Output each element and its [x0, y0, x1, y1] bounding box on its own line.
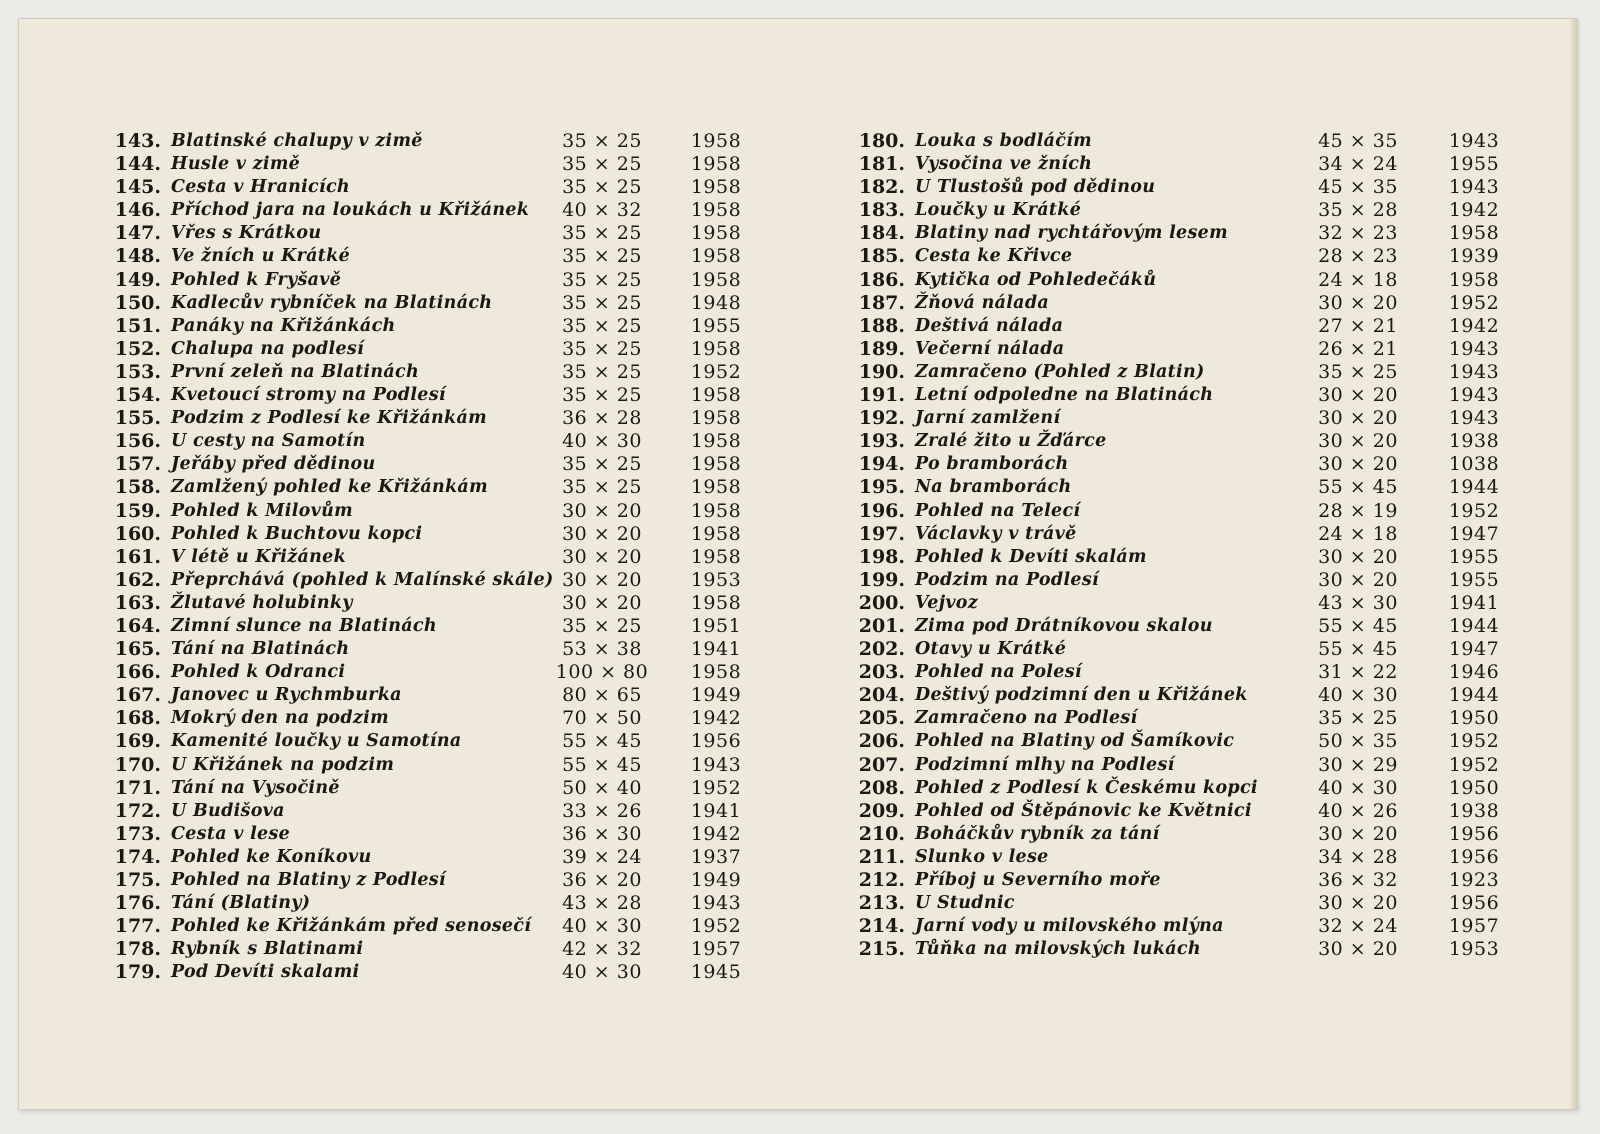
- entry-title: Boháčkův rybník za tání: [915, 823, 1160, 844]
- entry-number: 191.: [858, 384, 905, 407]
- entry-title: Janovec u Rychmburka: [171, 685, 402, 706]
- entry-number: 167.: [114, 684, 161, 707]
- entry-year: 1955: [1448, 545, 1500, 568]
- entry-year: 1949: [690, 684, 742, 707]
- entry-dimensions: 35 × 25: [562, 222, 642, 245]
- entry-year: 1958: [690, 545, 742, 568]
- entry-year: 1957: [1448, 915, 1500, 938]
- entry-year: 1956: [690, 730, 742, 753]
- entry-title: Na bramborách: [915, 477, 1072, 498]
- entry-dimensions: 35 × 28: [1318, 199, 1398, 222]
- entry-year: 1950: [1448, 776, 1500, 799]
- entry-dimensions: 28 × 19: [1318, 499, 1398, 522]
- entry-year: 1943: [1448, 337, 1500, 360]
- entry-dimensions: 30 × 20: [1318, 568, 1398, 591]
- entry-year: 1942: [1448, 314, 1500, 337]
- entry-dimensions: 30 × 29: [1318, 753, 1398, 776]
- entry-title: Podzim z Podlesí ke Křižánkám: [171, 408, 487, 429]
- entry-dimensions: 30 × 20: [562, 545, 642, 568]
- entry-dimensions: 39 × 24: [562, 845, 642, 868]
- entry-dimensions: 55 × 45: [562, 753, 642, 776]
- entry-number: 144.: [114, 153, 161, 176]
- entry-year: 1958: [1448, 268, 1500, 291]
- entry-title: Blatinské chalupy v zimě: [171, 131, 423, 151]
- entry-title: Zamlžený pohled ke Křižánkám: [171, 477, 488, 498]
- entry-title: Cesta v lese: [171, 823, 291, 844]
- entry-number: 207.: [858, 753, 905, 776]
- entry-dimensions: 30 × 20: [562, 499, 642, 522]
- entry-number: 156.: [114, 430, 161, 453]
- entry-number: 168.: [114, 707, 161, 730]
- entry-dimensions: 35 × 25: [562, 384, 642, 407]
- entry-title: Pohled z Podlesí k Českému kopci: [915, 777, 1258, 798]
- entry-dimensions: 34 × 24: [1318, 153, 1398, 176]
- entry-dimensions: 35 × 25: [562, 337, 642, 360]
- entry-year: 1943: [1448, 384, 1500, 407]
- entry-title: Kytička od Pohledečáků: [915, 269, 1157, 290]
- entry-dimensions: 30 × 20: [1318, 822, 1398, 845]
- entry-title: Louka s bodláčím: [915, 131, 1092, 151]
- entry-number: 189.: [858, 337, 905, 360]
- entry-dimensions: 35 × 25: [1318, 360, 1398, 383]
- entry-number: 148.: [114, 245, 161, 268]
- entry-year: 1944: [1448, 476, 1500, 499]
- entry-title: Zimní slunce na Blatinách: [171, 615, 437, 636]
- entry-dimensions: 42 × 32: [562, 938, 642, 961]
- entry-year: 1952: [690, 360, 742, 383]
- entry-title: U cesty na Samotín: [171, 431, 366, 452]
- entry-year: 1953: [690, 568, 742, 591]
- entry-title: Vejvoz: [915, 592, 979, 613]
- entry-year: 1958: [690, 407, 742, 430]
- entry-number: 166.: [114, 661, 161, 684]
- entry-title: Pohled na Polesí: [915, 662, 1082, 683]
- entry-dimensions: 35 × 25: [562, 476, 642, 499]
- entry-dimensions: 30 × 20: [562, 591, 642, 614]
- entry-title: Ve žních u Krátké: [171, 246, 351, 267]
- entry-year: 1958: [690, 199, 742, 222]
- entry-dimensions: 36 × 30: [562, 822, 642, 845]
- entry-title: U Studnic: [915, 893, 1015, 914]
- entry-number: 212.: [858, 869, 905, 891]
- entry-dimensions: 30 × 20: [1318, 453, 1398, 476]
- entry-title: Zralé žito u Žďárce: [915, 431, 1107, 452]
- entry-dimensions: 35 × 25: [1318, 707, 1398, 730]
- entry-number: 202.: [858, 638, 905, 661]
- catalog-page: [18, 18, 1578, 1110]
- entry-year: 1943: [1448, 360, 1500, 383]
- entry-title: Žlutavé holubinky: [171, 592, 353, 613]
- entry-title: Kadlecův rybníček na Blatinách: [171, 292, 493, 313]
- entry-dimensions: 100 × 80: [555, 661, 649, 684]
- entry-year: 1038: [1448, 453, 1500, 476]
- entry-dimensions: 55 × 45: [1318, 638, 1398, 661]
- entry-dimensions: 33 × 26: [562, 799, 642, 822]
- entry-year: 1958: [690, 176, 742, 199]
- entry-title: Slunko v lese: [915, 846, 1049, 867]
- entry-title: Jarní zamlžení: [915, 408, 1061, 429]
- entry-title: Tání (Blatiny): [171, 893, 311, 914]
- entry-year: 1958: [690, 222, 742, 245]
- entry-year: 1958: [690, 245, 742, 268]
- entry-number: 152.: [114, 337, 161, 360]
- entry-number: 143.: [114, 130, 161, 152]
- entry-title: Vysočina ve žních: [915, 154, 1093, 175]
- entry-title: Panáky na Křižánkách: [171, 315, 396, 336]
- entry-title: Chalupa na podlesí: [171, 338, 365, 359]
- entry-title: Po bramborách: [915, 454, 1069, 475]
- entry-number: 176.: [114, 892, 161, 915]
- entry-year: 1958: [690, 476, 742, 499]
- entry-title: Pohled od Štěpánovic ke Květnici: [915, 800, 1252, 821]
- entry-number: 182.: [858, 176, 905, 199]
- entry-dimensions: 35 × 25: [562, 360, 642, 383]
- entry-dimensions: 43 × 30: [1318, 591, 1398, 614]
- entry-title: Pohled k Fryšavě: [171, 269, 342, 290]
- entry-year: 1938: [1448, 799, 1500, 822]
- entry-dimensions: 45 × 35: [1318, 130, 1398, 152]
- entry-dimensions: 30 × 20: [1318, 407, 1398, 430]
- entry-title: Deštivý podzimní den u Křižánek: [915, 685, 1248, 706]
- entry-year: 1942: [690, 707, 742, 730]
- entry-title: Příchod jara na loukách u Křižánek: [171, 200, 530, 221]
- entry-number: 198.: [858, 545, 905, 568]
- entry-year: 1958: [690, 661, 742, 684]
- entry-number: 203.: [858, 661, 905, 684]
- entry-number: 151.: [114, 314, 161, 337]
- entry-number: 150.: [114, 291, 161, 314]
- entry-dimensions: 30 × 20: [1318, 545, 1398, 568]
- entry-year: 1941: [690, 638, 742, 661]
- entry-year: 1958: [690, 591, 742, 614]
- entry-year: 1958: [690, 153, 742, 176]
- entry-number: 183.: [858, 199, 905, 222]
- entry-number: 170.: [114, 753, 161, 776]
- entry-title: Pohled na Telecí: [915, 500, 1081, 521]
- entry-title: Husle v zimě: [171, 154, 301, 175]
- entry-title: Pohled k Odranci: [171, 662, 346, 683]
- entry-year: 1945: [690, 961, 742, 984]
- entry-number: 175.: [114, 869, 161, 891]
- entry-number: 185.: [858, 245, 905, 268]
- entry-year: 1953: [1448, 938, 1500, 961]
- entry-dimensions: 35 × 25: [562, 291, 642, 314]
- entry-year: 1923: [1448, 869, 1500, 891]
- entry-title: Pohled na Blatiny od Šamíkovic: [915, 731, 1235, 752]
- entry-title: V létě u Křižánek: [171, 546, 347, 567]
- entry-number: 200.: [858, 591, 905, 614]
- entry-year: 1952: [1448, 730, 1500, 753]
- entry-title: Deštivá nálada: [915, 315, 1064, 336]
- entry-number: 190.: [858, 360, 905, 383]
- entry-year: 1944: [1448, 614, 1500, 637]
- entry-number: 164.: [114, 614, 161, 637]
- entry-dimensions: 30 × 20: [1318, 892, 1398, 915]
- entry-year: 1941: [690, 799, 742, 822]
- entry-title: Tání na Vysočině: [171, 777, 340, 798]
- entry-number: 146.: [114, 199, 161, 222]
- entry-dimensions: 40 × 30: [562, 430, 642, 453]
- entry-title: Pohled k Devíti skalám: [915, 546, 1147, 567]
- entry-title: Loučky u Krátké: [915, 200, 1082, 221]
- entry-number: 204.: [858, 684, 905, 707]
- entry-number: 158.: [114, 476, 161, 499]
- entry-number: 178.: [114, 938, 161, 961]
- entry-year: 1958: [690, 337, 742, 360]
- entry-number: 157.: [114, 453, 161, 476]
- entry-number: 165.: [114, 638, 161, 661]
- entry-dimensions: 27 × 21: [1318, 314, 1398, 337]
- entry-title: Zamračeno na Podlesí: [915, 708, 1138, 729]
- entry-dimensions: 45 × 35: [1318, 176, 1398, 199]
- entry-dimensions: 55 × 45: [1318, 476, 1398, 499]
- entry-year: 1952: [1448, 499, 1500, 522]
- entry-dimensions: 40 × 30: [1318, 776, 1398, 799]
- entry-number: 147.: [114, 222, 161, 245]
- entry-number: 163.: [114, 591, 161, 614]
- entry-title: Přeprchává (pohled k Malínské skále): [171, 569, 554, 590]
- entry-title: Jeřáby před dědinou: [171, 454, 376, 475]
- entry-dimensions: 24 × 18: [1318, 268, 1398, 291]
- entry-title: Žňová nálada: [915, 292, 1049, 313]
- entry-year: 1937: [690, 845, 742, 868]
- entry-number: 171.: [114, 776, 161, 799]
- entry-number: 195.: [858, 476, 905, 499]
- entry-dimensions: 35 × 25: [562, 245, 642, 268]
- entry-title: U Budišova: [171, 800, 285, 821]
- entry-year: 1956: [1448, 845, 1500, 868]
- entry-title: Pohled na Blatiny z Podlesí: [171, 870, 446, 890]
- entry-number: 162.: [114, 568, 161, 591]
- entry-title: Pohled k Milovům: [171, 500, 353, 521]
- entry-title: Zima pod Drátníkovou skalou: [915, 615, 1213, 636]
- entry-title: Jarní vody u milovského mlýna: [915, 916, 1224, 937]
- entry-dimensions: 40 × 26: [1318, 799, 1398, 822]
- entry-title: Rybník s Blatinami: [171, 939, 364, 960]
- entry-year: 1943: [690, 753, 742, 776]
- entry-dimensions: 35 × 25: [562, 314, 642, 337]
- entry-dimensions: 30 × 20: [1318, 938, 1398, 961]
- entry-year: 1941: [1448, 591, 1500, 614]
- entry-year: 1948: [690, 291, 742, 314]
- entry-number: 159.: [114, 499, 161, 522]
- entry-year: 1958: [690, 453, 742, 476]
- entry-dimensions: 32 × 23: [1318, 222, 1398, 245]
- entry-year: 1943: [1448, 130, 1500, 152]
- entry-number: 209.: [858, 799, 905, 822]
- entry-number: 160.: [114, 522, 161, 545]
- entry-title: Václavky v trávě: [915, 523, 1077, 544]
- entry-dimensions: 40 × 30: [562, 915, 642, 938]
- entry-year: 1958: [690, 130, 742, 152]
- entry-dimensions: 30 × 20: [562, 568, 642, 591]
- entry-number: 196.: [858, 499, 905, 522]
- entry-number: 192.: [858, 407, 905, 430]
- entry-year: 1943: [1448, 176, 1500, 199]
- entry-dimensions: 34 × 28: [1318, 845, 1398, 868]
- entry-year: 1955: [1448, 153, 1500, 176]
- entry-year: 1957: [690, 938, 742, 961]
- entry-number: 174.: [114, 845, 161, 868]
- entry-dimensions: 36 × 32: [1318, 869, 1398, 891]
- entry-title: Blatiny nad rychtářovým lesem: [915, 223, 1228, 244]
- entry-dimensions: 30 × 20: [562, 522, 642, 545]
- entry-dimensions: 36 × 20: [562, 869, 642, 891]
- entry-number: 161.: [114, 545, 161, 568]
- entry-title: Kvetoucí stromy na Podlesí: [171, 385, 446, 406]
- entry-number: 177.: [114, 915, 161, 938]
- entry-title: Letní odpoledne na Blatinách: [915, 385, 1214, 406]
- entry-number: 199.: [858, 568, 905, 591]
- entry-dimensions: 31 × 22: [1318, 661, 1398, 684]
- entry-year: 1949: [690, 869, 742, 891]
- entry-dimensions: 32 × 24: [1318, 915, 1398, 938]
- entry-dimensions: 53 × 38: [562, 638, 642, 661]
- entry-title: Příboj u Severního moře: [915, 870, 1161, 890]
- entry-number: 179.: [114, 961, 161, 984]
- entry-number: 194.: [858, 453, 905, 476]
- entry-dimensions: 55 × 45: [1318, 614, 1398, 637]
- entry-number: 193.: [858, 430, 905, 453]
- entry-dimensions: 80 × 65: [562, 684, 642, 707]
- entry-number: 181.: [858, 153, 905, 176]
- entry-dimensions: 50 × 40: [562, 776, 642, 799]
- entry-year: 1943: [1448, 407, 1500, 430]
- entry-dimensions: 35 × 25: [562, 130, 642, 152]
- entry-title: Tání na Blatinách: [171, 639, 350, 660]
- entry-year: 1950: [1448, 707, 1500, 730]
- entry-title: Pohled ke Koníkovu: [171, 846, 372, 867]
- entry-title: U Křižánek na podzim: [171, 754, 395, 775]
- entry-year: 1958: [1448, 222, 1500, 245]
- entry-number: 188.: [858, 314, 905, 337]
- entry-title: Podzimní mlhy na Podlesí: [915, 754, 1175, 775]
- entry-year: 1947: [1448, 522, 1500, 545]
- entry-year: 1956: [1448, 892, 1500, 915]
- entry-dimensions: 35 × 25: [562, 453, 642, 476]
- entry-title: První zeleň na Blatinách: [171, 361, 419, 382]
- entry-year: 1958: [690, 384, 742, 407]
- entry-number: 187.: [858, 291, 905, 314]
- entry-title: Tůňka na milovských lukách: [915, 939, 1201, 960]
- entry-year: 1955: [1448, 568, 1500, 591]
- entry-number: 154.: [114, 384, 161, 407]
- entry-year: 1958: [690, 268, 742, 291]
- entry-number: 186.: [858, 268, 905, 291]
- entry-dimensions: 35 × 25: [562, 268, 642, 291]
- entry-dimensions: 28 × 23: [1318, 245, 1398, 268]
- entry-year: 1944: [1448, 684, 1500, 707]
- entry-dimensions: 35 × 25: [562, 614, 642, 637]
- entry-year: 1951: [690, 614, 742, 637]
- entry-title: Podzim na Podlesí: [915, 569, 1099, 590]
- entry-dimensions: 70 × 50: [562, 707, 642, 730]
- entry-number: 211.: [858, 845, 905, 868]
- entry-year: 1942: [1448, 199, 1500, 222]
- entry-title: Pohled ke Křižánkám před senosečí: [171, 916, 532, 937]
- entry-dimensions: 35 × 25: [562, 153, 642, 176]
- entry-number: 201.: [858, 614, 905, 637]
- entry-year: 1958: [690, 499, 742, 522]
- entry-number: 172.: [114, 799, 161, 822]
- entry-title: Vřes s Krátkou: [171, 223, 322, 244]
- entry-dimensions: 26 × 21: [1318, 337, 1398, 360]
- entry-number: 155.: [114, 407, 161, 430]
- entry-title: Večerní nálada: [915, 338, 1065, 359]
- entry-year: 1952: [1448, 291, 1500, 314]
- entry-year: 1952: [690, 776, 742, 799]
- entry-dimensions: 40 × 30: [1318, 684, 1398, 707]
- entry-year: 1938: [1448, 430, 1500, 453]
- entry-dimensions: 50 × 35: [1318, 730, 1398, 753]
- entry-number: 205.: [858, 707, 905, 730]
- entry-number: 197.: [858, 522, 905, 545]
- entry-year: 1947: [1448, 638, 1500, 661]
- entry-title: Mokrý den na podzim: [171, 708, 389, 729]
- page-fold: [1571, 19, 1577, 1109]
- entry-dimensions: 30 × 20: [1318, 430, 1398, 453]
- entry-year: 1952: [690, 915, 742, 938]
- entry-number: 153.: [114, 360, 161, 383]
- entry-dimensions: 35 × 25: [562, 176, 642, 199]
- entry-year: 1958: [690, 522, 742, 545]
- entry-dimensions: 24 × 18: [1318, 522, 1398, 545]
- entry-number: 214.: [858, 915, 905, 938]
- entry-year: 1943: [690, 892, 742, 915]
- entry-title: Cesta v Hranicích: [171, 177, 350, 198]
- entry-title: U Tlustošů pod dědinou: [915, 177, 1156, 198]
- entry-title: Pohled k Buchtovu kopci: [171, 523, 423, 544]
- entry-title: Kamenité loučky u Samotína: [171, 731, 462, 752]
- entry-dimensions: 40 × 32: [562, 199, 642, 222]
- entry-number: 145.: [114, 176, 161, 199]
- entry-dimensions: 30 × 20: [1318, 291, 1398, 314]
- entry-dimensions: 55 × 45: [562, 730, 642, 753]
- entry-number: 208.: [858, 776, 905, 799]
- entry-number: 213.: [858, 892, 905, 915]
- entry-year: 1942: [690, 822, 742, 845]
- entry-number: 180.: [858, 130, 905, 152]
- entry-number: 173.: [114, 822, 161, 845]
- entry-year: 1958: [690, 430, 742, 453]
- entry-year: 1955: [690, 314, 742, 337]
- entry-year: 1939: [1448, 245, 1500, 268]
- entry-number: 215.: [858, 938, 905, 961]
- entry-year: 1946: [1448, 661, 1500, 684]
- entry-number: 206.: [858, 730, 905, 753]
- entry-year: 1956: [1448, 822, 1500, 845]
- entry-dimensions: 36 × 28: [562, 407, 642, 430]
- entry-title: Zamračeno (Pohled z Blatin): [915, 361, 1205, 382]
- entry-number: 210.: [858, 822, 905, 845]
- entry-title: Otavy u Krátké: [915, 639, 1067, 660]
- entry-title: Cesta ke Křivce: [915, 246, 1073, 267]
- entry-title: Pod Devíti skalami: [171, 962, 360, 983]
- entry-number: 184.: [858, 222, 905, 245]
- entry-dimensions: 30 × 20: [1318, 384, 1398, 407]
- entry-number: 149.: [114, 268, 161, 291]
- entry-number: 169.: [114, 730, 161, 753]
- entry-dimensions: 40 × 30: [562, 961, 642, 984]
- entry-dimensions: 43 × 28: [562, 892, 642, 915]
- entry-year: 1952: [1448, 753, 1500, 776]
